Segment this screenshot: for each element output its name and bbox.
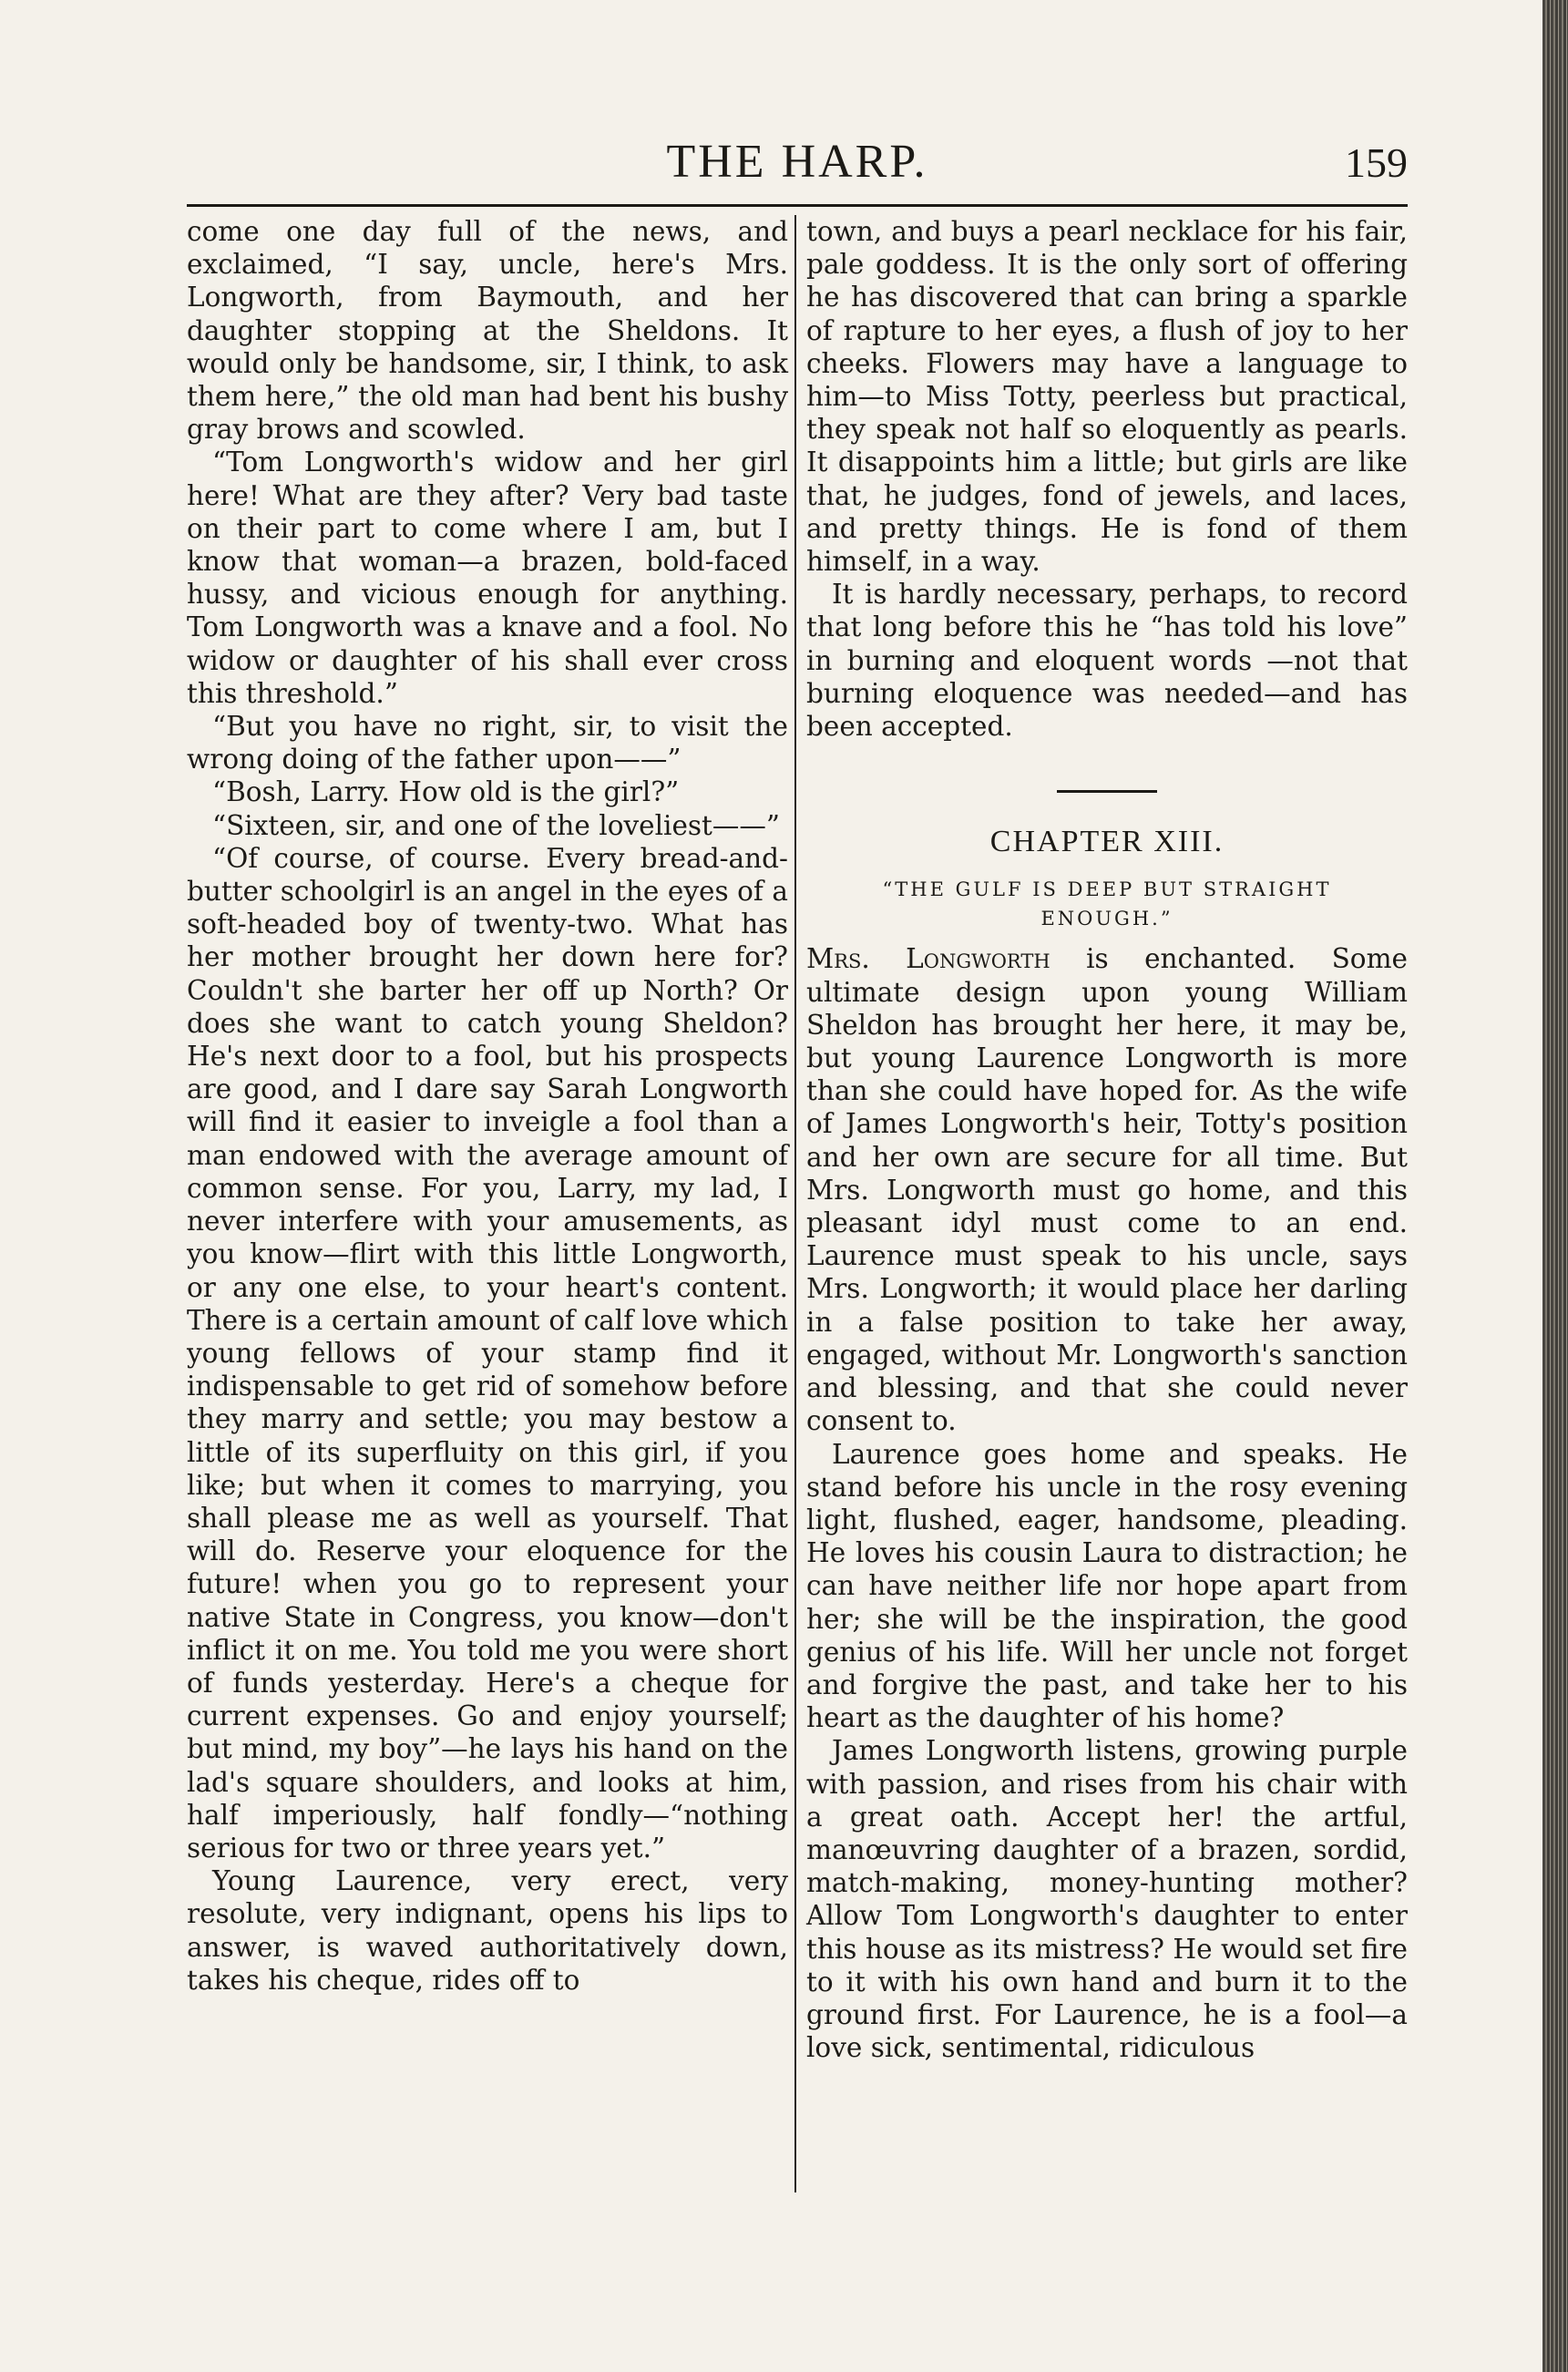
- paragraph: “Tom Longworth's widow and her girl here! What are they after? Very bad taste on their part to come where I am, but I know that woman—a brazen, bold-faced hussy, and vicious enough for anything. Tom Longworth was a knave and a fool. No widow or daughter of his shall ever cross this threshold.”: [187, 447, 788, 709]
- header-rule: [187, 204, 1408, 207]
- paragraph: It is hardly necessary, perhaps, to record that long before this he “has told his love” in burning and eloquent words —not that burning eloquence was needed—and has been accepted.: [806, 579, 1408, 743]
- opening-text: is enchanted. Some ultimate design upon young William Sheldon has brought her here, it may be, but young Laurence Longworth is more than she could have hoped for. As the wife of James Longworth's heir, Totty's position and her own are secure for all time. But Mrs. Longworth must go home, and this pleasant idyl must come to an end. Laurence must speak to his uncle, says Mrs. Longworth; it would place her darling in a false position to take her away, engaged, without Mr. Longworth's sanction and blessing, and that she could never consent to.: [806, 943, 1408, 1437]
- chapter-subtitle: “THE GULF IS DEEP BUT STRAIGHT ENOUGH.”: [882, 878, 1332, 930]
- opening-smallcaps: Mrs. Longworth: [806, 943, 1050, 975]
- right-column: [806, 215, 1408, 2174]
- paragraph: “But you have no right, sir, to visit the wrong doing of the father upon——”: [187, 711, 788, 775]
- page-header: [187, 135, 1408, 199]
- paragraph: “Of course, of course. Every bread-and-butter schoolgirl is an angel in the eyes of a soft-headed boy of twenty-two. What has her mother brought her down here for? Couldn't she barter her off up North? Or does she want to catch young Sheldon? He's next door to a fool, but his prospects are good, and I dare say Sarah Longworth will find it easier to inveigle a fool than a man endowed with the average amount of common sense. For you, Larry, my lad, I never interfere with your amusements, as you know—flirt with this little Longworth, or any one else, to your heart's content. There is a certain amount of calf love which young fellows of your stamp find it indispensable to get rid of somehow before they marry and settle; you may bestow a little of its superfluity on this girl, if you like; but when it comes to marrying, you shall please me as well as yourself. That will do. Reserve your eloquence for the future! when you go to represent your native State in Congress, you know—don't inflict it on me. You told me you were short of funds yesterday. Here's a cheque for current expenses. Go and enjoy yourself; but mind, my boy”—he lays his hand on the lad's square shoulders, and looks at him, half imperiously, half fondly—“nothing serious for two or three years yet.”: [187, 842, 788, 1864]
- section-rule: [1057, 790, 1157, 793]
- paragraph: Laurence goes home and speaks. He stand before his uncle in the rosy evening light, flushed, eager, handsome, pleading. He loves his cousin Laura to distraction; he can have neither life nor hope apart from her; she will be the inspiration, the good genius of his life. Will her uncle not forget and forgive the past, and take her to his heart as the daughter of his home?: [806, 1438, 1408, 1734]
- page-number: 159: [1345, 139, 1408, 186]
- paragraph: Young Laurence, very erect, very resolute, very indignant, opens his lips to answer, is waved authoritatively down, takes his cheque, rides off to: [187, 1865, 788, 1996]
- left-column: [187, 215, 788, 2174]
- chapter-opening-paragraph: [806, 942, 1408, 1437]
- paragraph: “Bosh, Larry. How old is the girl?”: [212, 776, 680, 808]
- binding-spine-edge: [1542, 0, 1568, 2372]
- paragraph: “Sixteen, sir, and one of the loveliest——”: [212, 809, 780, 841]
- paragraph: town, and buys a pearl necklace for his fair, pale goddess. It is the only sort of offering he has discovered that can bring a sparkle of rapture to her eyes, a flush of joy to her cheeks. Flowers may have a language to him—to Miss Totty, peerless but practical, they speak not half so eloquently as pearls. It disappoints him a little; but girls are like that, he judges, fond of jewels, and laces, and pretty things. He is fond of them himself, in a way.: [806, 216, 1408, 578]
- paragraph: come one day full of the news, and exclaimed, “I say, uncle, here's Mrs. Longworth, from Baymouth, and her daughter stopping at the Sheldons. It would only be handsome, sir, I think, to ask them here,” the old man had bent his bushy gray brows and scowled.: [187, 216, 788, 446]
- column-divider: [794, 215, 796, 2192]
- running-title: THE HARP.: [666, 136, 928, 188]
- chapter-heading: CHAPTER XIII.: [989, 825, 1225, 859]
- paragraph: James Longworth listens, growing purple with passion, and rises from his chair with a great oath. Accept her! the artful, manœuvring daughter of a brazen, sordid, match-making, money-hunting mother? Allow Tom Longworth's daughter to enter this house as its mistress? He would set fire to it with his own hand and burn it to the ground first. For Laurence, he is a fool—a love sick, sentimental, ridiculous: [806, 1735, 1408, 2064]
